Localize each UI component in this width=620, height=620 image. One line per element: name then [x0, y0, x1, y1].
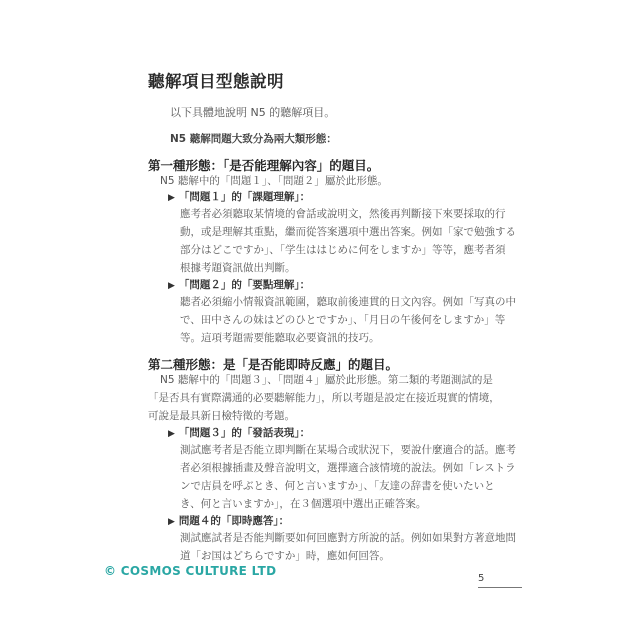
triangle-bullet-icon: ▶ — [168, 193, 175, 203]
triangle-bullet-icon: ▶ — [168, 281, 175, 291]
q4-line: 道「お国はどちらですか」時，應如何回答。 — [180, 550, 390, 562]
q1-line: 動，或是理解其重點，繼而從答案選項中選出答案。例如「家で勉強する — [180, 226, 516, 238]
triangle-bullet-icon: ▶ — [168, 429, 175, 439]
q1-line: 根據考題資訊做出判斷。 — [180, 262, 296, 274]
q1-heading — [168, 189, 310, 204]
q3-line: ンで店員を呼ぶとき、何と言いますか」、「友達の辞書を使いたいと — [180, 480, 495, 492]
q2-line: 等。這項考題需要能聽取必要資訊的技巧。 — [180, 332, 380, 344]
q3-line: 者必須根據插畫及聲音說明文，選擇適合該情境的說法。例如「レストラ — [180, 462, 516, 474]
section1-line: N5 聽解中的「問題１」、「問題２」屬於此形態。 — [160, 175, 388, 187]
q1-heading-text: 「問題１」的「課題理解」： — [178, 191, 311, 203]
q3-heading-text: 「問題３」的「發話表現」： — [178, 427, 311, 439]
intro-text: 以下具體地說明 N5 的聽解項目。 — [170, 106, 336, 119]
triangle-bullet-icon: ▶ — [168, 517, 175, 527]
q3-line: 測試應考者是否能立即判斷在某場合或狀況下，要說什麼適合的話。應考 — [180, 444, 516, 456]
q2-line: で、田中さんの妹はどのひとですか」、「月日の午後何をしますか」等 — [180, 314, 506, 326]
section2-line: 可說是最具新日檢特徵的考題。 — [148, 410, 295, 422]
page-number: 5 — [478, 573, 485, 584]
q4-line: 測試應試者是否能判斷要如何回應對方所說的話。例如如果對方著意地問 — [180, 532, 516, 544]
page-title: 聽解項目型態說明 — [148, 72, 284, 91]
q2-line: 聽者必須縮小情報資訊範圍，聽取前後連貫的日文內容。例如「写真の中 — [180, 296, 516, 308]
section2-line: 「是否具有實際溝通的必要聽解能力」，所以考題是設定在接近現實的情境， — [148, 392, 500, 404]
intro-n5-text: N5 聽解問題大致分為兩大類形態： — [170, 133, 337, 145]
q4-heading — [168, 513, 289, 528]
q3-line: き、何と言いますか」，在３個選項中選出正確答案。 — [180, 498, 427, 510]
q1-line: 應考者必須聽取某情境的會話或說明文，然後再判斷接下來要採取的行 — [180, 208, 506, 220]
section2-line: N5 聽解中的「問題３」、「問題４」屬於此形態。第二類的考題測試的是 — [160, 374, 493, 386]
section1-heading: 第一種形態：「是否能理解內容」的題目。 — [148, 158, 380, 173]
copyright-notice: © COSMOS CULTURE LTD — [104, 564, 277, 578]
q1-line: 部分はどこですか」、「学生ははじめに何をしますか」等等，應考者須 — [180, 244, 506, 256]
q4-heading-text: 問題４的「即時應答」： — [178, 515, 290, 527]
section2-heading: 第二種形態：是「是否能即時反應」的題目。 — [148, 357, 399, 372]
q2-heading — [168, 277, 310, 292]
page-number-rule — [478, 587, 522, 588]
q2-heading-text: 「問題２」的「要點理解」： — [178, 279, 311, 291]
q3-heading — [168, 425, 310, 440]
